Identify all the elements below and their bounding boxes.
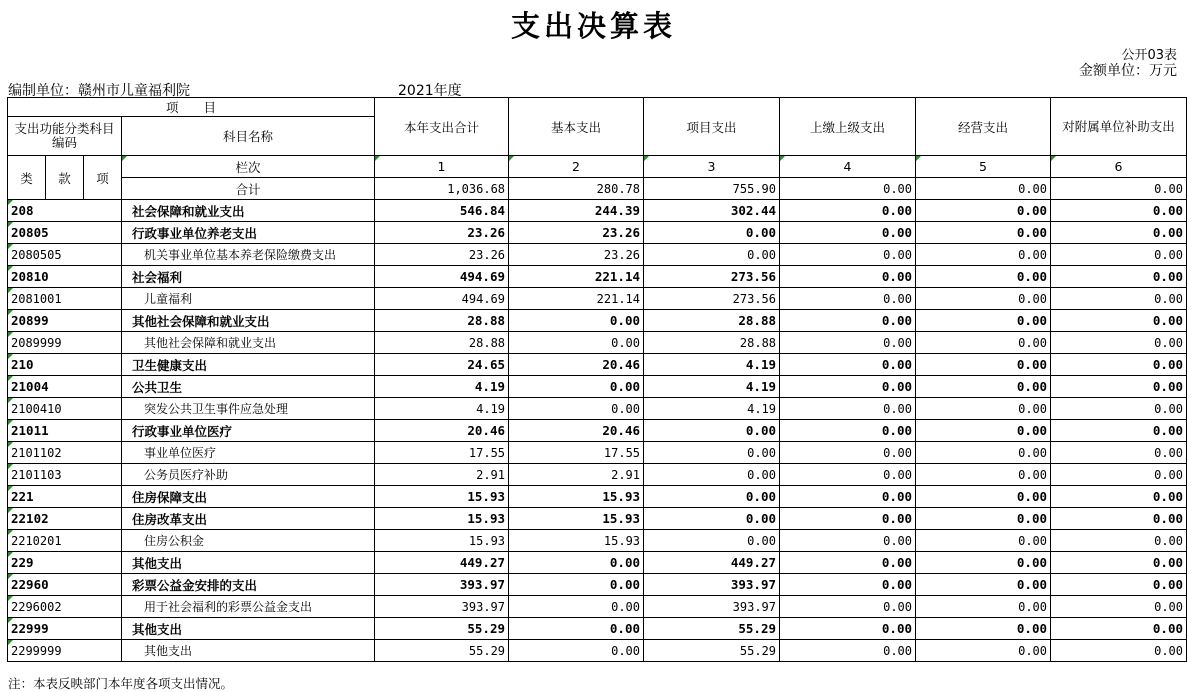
row-value: 0.00 <box>916 420 1051 442</box>
header-xiang: 项 <box>84 156 122 200</box>
row-value: 0.00 <box>916 486 1051 508</box>
table-row <box>8 640 1187 662</box>
row-value: 17.55 <box>375 442 509 464</box>
header-subsidy: 对附属单位补助支出 <box>1051 98 1187 156</box>
row-value: 23.26 <box>509 222 644 244</box>
row-value: 0.00 <box>916 244 1051 266</box>
total-label: 合计 <box>122 178 375 200</box>
row-value: 0.00 <box>780 552 916 574</box>
table-row <box>8 508 1187 530</box>
row-value: 0.00 <box>780 398 916 420</box>
row-value: 4.19 <box>375 376 509 398</box>
row-value: 0.00 <box>916 288 1051 310</box>
row-name: 卫生健康支出 <box>122 354 375 376</box>
table-row <box>8 332 1187 354</box>
row-value: 0.00 <box>916 200 1051 222</box>
row-name: 社会福利 <box>122 266 375 288</box>
row-value: 0.00 <box>1051 332 1187 354</box>
row-value: 302.44 <box>644 200 780 222</box>
row-value: 55.29 <box>375 618 509 640</box>
row-value: 15.93 <box>375 530 509 552</box>
row-code: 2299999 <box>8 640 122 662</box>
row-value: 0.00 <box>509 574 644 596</box>
row-value: 0.00 <box>644 508 780 530</box>
header-item: 项 目 <box>8 98 375 117</box>
row-value: 0.00 <box>644 222 780 244</box>
row-name: 社会保障和就业支出 <box>122 200 375 222</box>
row-value: 0.00 <box>780 244 916 266</box>
col-num-4: 4 <box>780 156 916 178</box>
row-value: 2.91 <box>375 464 509 486</box>
row-name: 其他支出 <box>122 552 375 574</box>
row-value: 0.00 <box>1051 376 1187 398</box>
organization-label: 编制单位：赣州市儿童福利院 <box>8 83 190 99</box>
row-value: 0.00 <box>644 244 780 266</box>
row-value: 0.00 <box>780 288 916 310</box>
row-value: 393.97 <box>644 574 780 596</box>
row-value: 393.97 <box>375 596 509 618</box>
row-value: 0.00 <box>780 420 916 442</box>
row-value: 23.26 <box>375 244 509 266</box>
row-code: 2101102 <box>8 442 122 464</box>
table-row <box>8 376 1187 398</box>
row-value: 0.00 <box>916 354 1051 376</box>
row-code: 2210201 <box>8 530 122 552</box>
row-value: 0.00 <box>780 376 916 398</box>
row-value: 0.00 <box>1051 552 1187 574</box>
row-value: 0.00 <box>780 574 916 596</box>
row-value: 0.00 <box>1051 398 1187 420</box>
row-value: 0.00 <box>1051 354 1187 376</box>
row-value: 449.27 <box>375 552 509 574</box>
table-row <box>8 596 1187 618</box>
row-value: 0.00 <box>1051 442 1187 464</box>
header-kuan: 款 <box>46 156 84 200</box>
header-basic: 基本支出 <box>509 98 644 156</box>
row-value: 449.27 <box>644 552 780 574</box>
row-code: 2100410 <box>8 398 122 420</box>
footer-note: 注：本表反映部门本年度各项支出情况。 <box>8 676 234 691</box>
row-name: 突发公共卫生事件应急处理 <box>122 398 375 420</box>
row-name: 其他社会保障和就业支出 <box>122 332 375 354</box>
row-name: 用于社会福利的彩票公益金支出 <box>122 596 375 618</box>
row-value: 0.00 <box>509 640 644 662</box>
row-name: 行政事业单位医疗 <box>122 420 375 442</box>
row-code: 21011 <box>8 420 122 442</box>
row-name: 彩票公益金安排的支出 <box>122 574 375 596</box>
row-value: 0.00 <box>509 310 644 332</box>
row-code: 20899 <box>8 310 122 332</box>
total-value: 0.00 <box>916 178 1051 200</box>
header-lanci: 栏次 <box>122 156 375 178</box>
row-value: 15.93 <box>375 486 509 508</box>
row-value: 0.00 <box>916 596 1051 618</box>
total-value: 1,036.68 <box>375 178 509 200</box>
row-value: 23.26 <box>509 244 644 266</box>
row-value: 0.00 <box>1051 464 1187 486</box>
row-value: 273.56 <box>644 288 780 310</box>
row-value: 15.93 <box>375 508 509 530</box>
row-value: 0.00 <box>780 332 916 354</box>
row-value: 0.00 <box>916 508 1051 530</box>
row-value: 2.91 <box>509 464 644 486</box>
page-title: 支出决算表 <box>510 9 676 43</box>
header-name: 科目名称 <box>122 117 375 156</box>
row-value: 546.84 <box>375 200 509 222</box>
row-value: 0.00 <box>1051 574 1187 596</box>
row-value: 24.65 <box>375 354 509 376</box>
row-value: 0.00 <box>644 442 780 464</box>
row-value: 0.00 <box>916 552 1051 574</box>
row-value: 4.19 <box>375 398 509 420</box>
row-code: 229 <box>8 552 122 574</box>
row-code: 22960 <box>8 574 122 596</box>
table-row <box>8 354 1187 376</box>
header-code: 支出功能分类科目编码 <box>8 117 122 156</box>
expenditure-table <box>7 97 1187 662</box>
row-value: 28.88 <box>375 310 509 332</box>
row-value: 0.00 <box>916 530 1051 552</box>
row-code: 208 <box>8 200 122 222</box>
header-business: 经营支出 <box>916 98 1051 156</box>
row-value: 15.93 <box>509 486 644 508</box>
row-value: 0.00 <box>916 376 1051 398</box>
row-code: 2089999 <box>8 332 122 354</box>
row-value: 0.00 <box>916 618 1051 640</box>
row-value: 0.00 <box>509 552 644 574</box>
row-value: 0.00 <box>916 574 1051 596</box>
row-value: 4.19 <box>644 376 780 398</box>
row-value: 0.00 <box>509 376 644 398</box>
total-value: 755.90 <box>644 178 780 200</box>
row-name: 机关事业单位基本养老保险缴费支出 <box>122 244 375 266</box>
row-name: 儿童福利 <box>122 288 375 310</box>
row-value: 494.69 <box>375 266 509 288</box>
row-code: 22102 <box>8 508 122 530</box>
row-value: 221.14 <box>509 288 644 310</box>
row-value: 0.00 <box>780 310 916 332</box>
row-value: 15.93 <box>509 530 644 552</box>
row-value: 221.14 <box>509 266 644 288</box>
header-total: 本年支出合计 <box>375 98 509 156</box>
row-code: 20810 <box>8 266 122 288</box>
row-value: 0.00 <box>644 464 780 486</box>
row-value: 20.46 <box>509 420 644 442</box>
row-name: 其他社会保障和就业支出 <box>122 310 375 332</box>
fiscal-year: 2021年度 <box>398 83 462 99</box>
row-value: 4.19 <box>644 354 780 376</box>
table-row <box>8 552 1187 574</box>
row-name: 公务员医疗补助 <box>122 464 375 486</box>
col-num-2: 2 <box>509 156 644 178</box>
row-value: 55.29 <box>375 640 509 662</box>
row-value: 0.00 <box>780 222 916 244</box>
row-value: 0.00 <box>1051 266 1187 288</box>
row-value: 0.00 <box>509 332 644 354</box>
row-value: 0.00 <box>780 486 916 508</box>
row-name: 行政事业单位养老支出 <box>122 222 375 244</box>
row-value: 0.00 <box>916 266 1051 288</box>
row-name: 住房公积金 <box>122 530 375 552</box>
header-upper: 上缴上级支出 <box>780 98 916 156</box>
row-value: 0.00 <box>916 332 1051 354</box>
row-value: 0.00 <box>780 508 916 530</box>
row-name: 公共卫生 <box>122 376 375 398</box>
row-value: 0.00 <box>644 420 780 442</box>
row-value: 0.00 <box>780 354 916 376</box>
row-value: 20.46 <box>375 420 509 442</box>
row-value: 0.00 <box>780 200 916 222</box>
row-code: 2081001 <box>8 288 122 310</box>
table-row <box>8 442 1187 464</box>
row-value: 0.00 <box>1051 640 1187 662</box>
row-value: 28.88 <box>644 332 780 354</box>
row-code: 221 <box>8 486 122 508</box>
row-value: 0.00 <box>509 596 644 618</box>
form-number: 公开03表 <box>1121 48 1177 63</box>
row-value: 494.69 <box>375 288 509 310</box>
row-code: 22999 <box>8 618 122 640</box>
table-row <box>8 464 1187 486</box>
col-num-6: 6 <box>1051 156 1187 178</box>
row-value: 0.00 <box>509 618 644 640</box>
table-row <box>8 222 1187 244</box>
row-name: 住房改革支出 <box>122 508 375 530</box>
row-code: 21004 <box>8 376 122 398</box>
row-name: 其他支出 <box>122 640 375 662</box>
row-value: 0.00 <box>780 618 916 640</box>
row-value: 0.00 <box>1051 486 1187 508</box>
table-row <box>8 574 1187 596</box>
row-value: 0.00 <box>1051 288 1187 310</box>
row-name: 其他支出 <box>122 618 375 640</box>
row-code: 2080505 <box>8 244 122 266</box>
row-value: 0.00 <box>1051 530 1187 552</box>
total-value: 0.00 <box>780 178 916 200</box>
row-value: 0.00 <box>1051 244 1187 266</box>
col-num-5: 5 <box>916 156 1051 178</box>
row-value: 393.97 <box>375 574 509 596</box>
row-value: 0.00 <box>916 222 1051 244</box>
header-lei: 类 <box>8 156 46 200</box>
header-project: 项目支出 <box>644 98 780 156</box>
row-value: 0.00 <box>780 442 916 464</box>
row-value: 0.00 <box>1051 200 1187 222</box>
row-name: 事业单位医疗 <box>122 442 375 464</box>
row-value: 23.26 <box>375 222 509 244</box>
row-value: 0.00 <box>916 442 1051 464</box>
row-value: 4.19 <box>644 398 780 420</box>
table-row <box>8 420 1187 442</box>
table-row <box>8 398 1187 420</box>
row-code: 2296002 <box>8 596 122 618</box>
row-value: 0.00 <box>916 640 1051 662</box>
row-value: 0.00 <box>644 530 780 552</box>
row-value: 0.00 <box>1051 508 1187 530</box>
row-value: 20.46 <box>509 354 644 376</box>
row-value: 0.00 <box>780 596 916 618</box>
table-row <box>8 530 1187 552</box>
row-value: 0.00 <box>916 464 1051 486</box>
table-row <box>8 486 1187 508</box>
money-unit: 金额单位：万元 <box>1079 63 1177 79</box>
total-value: 0.00 <box>1051 178 1187 200</box>
table-row <box>8 288 1187 310</box>
row-value: 0.00 <box>780 640 916 662</box>
table-row <box>8 200 1187 222</box>
row-value: 0.00 <box>780 530 916 552</box>
row-code: 2101103 <box>8 464 122 486</box>
row-value: 0.00 <box>1051 618 1187 640</box>
row-value: 28.88 <box>375 332 509 354</box>
row-value: 0.00 <box>1051 420 1187 442</box>
row-value: 15.93 <box>509 508 644 530</box>
row-value: 28.88 <box>644 310 780 332</box>
row-value: 55.29 <box>644 640 780 662</box>
row-value: 17.55 <box>509 442 644 464</box>
row-value: 0.00 <box>509 398 644 420</box>
row-value: 55.29 <box>644 618 780 640</box>
row-value: 0.00 <box>1051 310 1187 332</box>
row-value: 0.00 <box>916 398 1051 420</box>
row-value: 244.39 <box>509 200 644 222</box>
row-code: 20805 <box>8 222 122 244</box>
row-value: 0.00 <box>644 486 780 508</box>
row-name: 住房保障支出 <box>122 486 375 508</box>
table-row <box>8 266 1187 288</box>
table-row <box>8 244 1187 266</box>
row-value: 0.00 <box>1051 222 1187 244</box>
row-code: 210 <box>8 354 122 376</box>
table-row <box>8 310 1187 332</box>
row-value: 273.56 <box>644 266 780 288</box>
row-value: 0.00 <box>916 310 1051 332</box>
row-value: 0.00 <box>780 464 916 486</box>
col-num-3: 3 <box>644 156 780 178</box>
row-value: 0.00 <box>780 266 916 288</box>
total-value: 280.78 <box>509 178 644 200</box>
row-value: 0.00 <box>1051 596 1187 618</box>
col-num-1: 1 <box>375 156 509 178</box>
row-value: 393.97 <box>644 596 780 618</box>
table-row <box>8 618 1187 640</box>
